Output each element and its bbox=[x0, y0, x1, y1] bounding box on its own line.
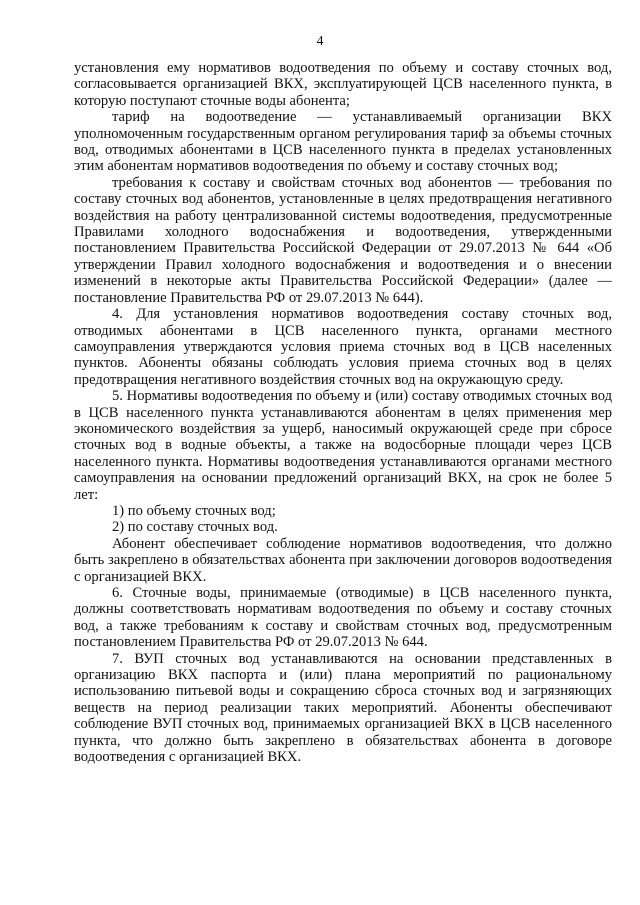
paragraph-continuation: установления ему нормативов водоотведения по объему и составу сточных вод, согласовывается организацией ВКХ, эксплуатирующей ЦСВ населенного пункта, в которую поступают сточные воды абонента; bbox=[74, 60, 612, 109]
paragraph-item-7: 7. ВУП сточных вод устанавливаются на основании представленных в организацию ВКХ паспорта и (или) плана мероприятий по рациональному использованию питьевой воды и сокращению сброса сточных вод и загрязняющих веществ на период реализации таких мероприятий. Абоненты обеспечивают соблюдение ВУП сточных вод, принимаемых организацией ВКХ в ЦСВ населенного пункта, что должно быть закреплено в обязательствах абонента в договоре водоотведения с организацией ВКХ. bbox=[74, 650, 612, 766]
paragraph-item-6: 6. Сточные воды, принимаемые (отводимые) в ЦСВ населенного пункта, должны соответствовать нормативам водоотведения по объему и составу сточных вод, а также требованиям к составу и свойствам сточных вод, предусмотренным постановлением Правительства РФ от 29.07.2013 № 644. bbox=[74, 585, 612, 651]
list-item-volume: 1) по объему сточных вод; bbox=[112, 502, 276, 519]
paragraph-item-4: 4. Для установления нормативов водоотведения составу сточных вод, отводимых абонентами в ЦСВ населенного пункта, органами местного самоуправления утверждаются условия приема сточных вод в ЦСВ населенных пунктов. Абоненты обязаны соблюдать условия приема сточных вод в целях предотвращения негативного воздействия сточных вод на окружающую среду. bbox=[74, 306, 612, 388]
list-item-composition: 2) по составу сточных вод. bbox=[112, 519, 278, 536]
paragraph-requirements-definition: требования к составу и свойствам сточных вод абонентов — требования по составу сточных вод абонентов, установленные в целях предотвращения негативного воздействия на работу централизованной системы водоотведения, предусмотренные Правилами холодного водоснабжения и водоотведения, утвержденными постановлением Правительства Российской Федерации от 29.07.2013 № 644 «Об утверждении Правил холодного водоснабжения и водоотведения и о внесении изменений в некоторые акты Правительства Российской Федерации» (далее — постановление Правительства РФ от 29.07.2013 № 644). bbox=[74, 174, 612, 306]
page-number: 4 bbox=[316, 34, 324, 49]
paragraph-tariff-definition: тариф на водоотведение — устанавливаемый организации ВКХ уполномоченным государственным органом регулирования тариф за объемы сточных вод, отводимых абонентами в ЦСВ населенного пункта в пределах установленных этим абонентам нормативов водоотведения по объему и составу сточных вод; bbox=[74, 109, 612, 175]
paragraph-item-5: 5. Нормативы водоотведения по объему и (или) составу отводимых сточных вод в ЦСВ населенного пункта устанавливаются абонентам в целях применения мер экономического воздействия за ущерб, наносимый окружающей среде при сбросе сточных вод в водные объекты, а также на водосборные площади через ЦСВ населенного пункта. Нормативы водоотведения устанавливаются органами местного самоуправления на основании предложений организаций ВКХ, на срок не более 5 лет: bbox=[74, 388, 612, 503]
document-body bbox=[74, 60, 612, 765]
paragraph-subscriber-compliance: Абонент обеспечивает соблюдение нормативов водоотведения, что должно быть закреплено в обязательствах абонента при заключении договоров водоотведения с организацией ВКХ. bbox=[74, 535, 612, 585]
